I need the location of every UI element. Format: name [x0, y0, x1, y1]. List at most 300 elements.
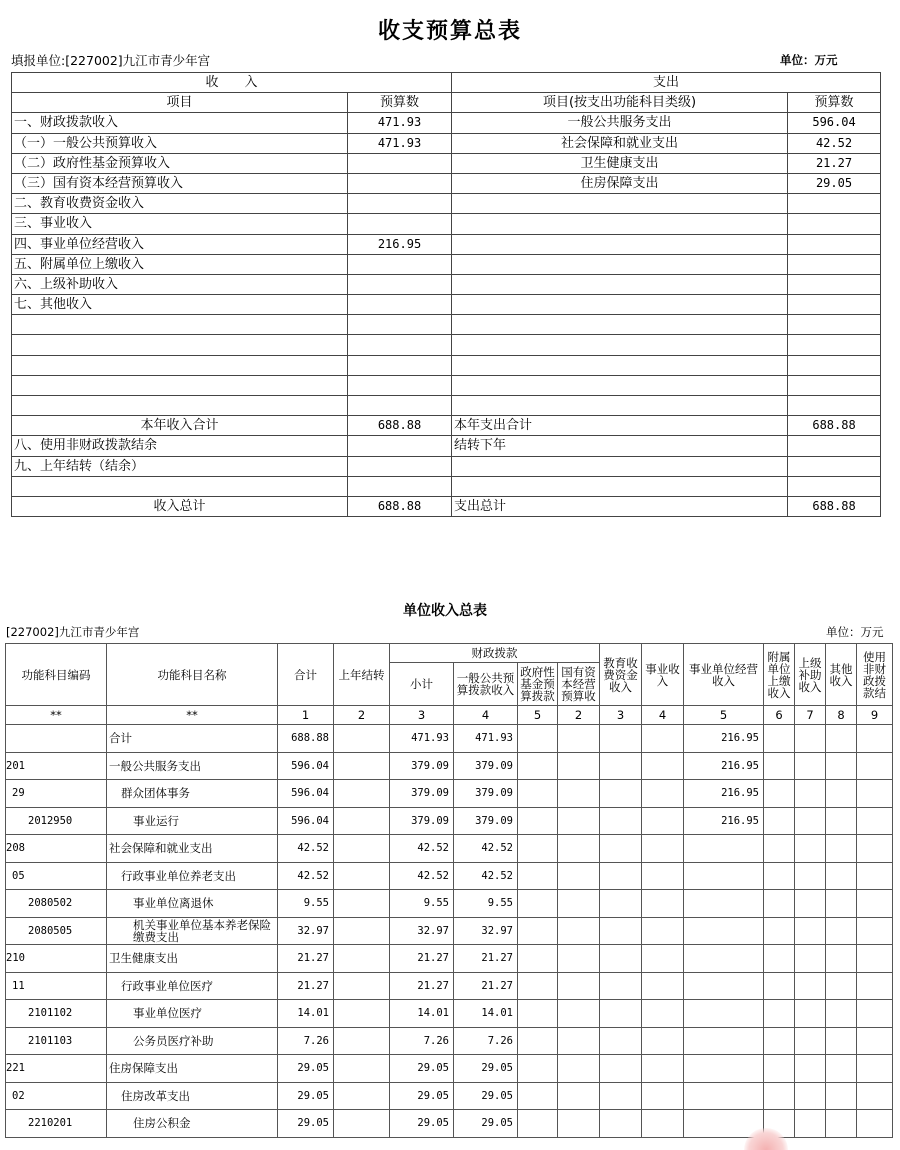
- subtotal-value: 29.05: [390, 1082, 454, 1110]
- superior-value: [795, 862, 826, 890]
- carryover-value: [334, 1055, 390, 1083]
- expense-value: [788, 436, 881, 456]
- income-item: 收入总计: [12, 496, 348, 516]
- gov-fund-value: [518, 1000, 558, 1028]
- operating-value: 216.95: [684, 752, 764, 780]
- subtotal-value: 21.27: [390, 945, 454, 973]
- function-code: 02: [6, 1082, 107, 1110]
- carryover-value: [334, 862, 390, 890]
- subtotal-value: 29.05: [390, 1055, 454, 1083]
- non-fiscal-value: [857, 862, 893, 890]
- expense-value: 21.27: [788, 153, 881, 173]
- affiliated-value: [764, 835, 795, 863]
- income-value: 688.88: [348, 416, 452, 436]
- expense-value: 688.88: [788, 496, 881, 516]
- non-fiscal-value: [857, 835, 893, 863]
- gov-fund-value: [518, 1110, 558, 1138]
- function-name: 卫生健康支出: [107, 945, 278, 973]
- summary-row: [12, 396, 881, 416]
- state-capital-value: [558, 862, 600, 890]
- operating-value: 216.95: [684, 725, 764, 753]
- summary-row: [12, 194, 881, 214]
- general-budget-value: 471.93: [454, 725, 518, 753]
- table-row: [6, 725, 893, 753]
- expense-value: 596.04: [788, 113, 881, 133]
- unit-income-currency: 单位：万元: [826, 625, 884, 639]
- summary-row: [12, 315, 881, 335]
- carryover-value: [334, 1082, 390, 1110]
- function-name: 合计: [107, 725, 278, 753]
- non-fiscal-value: [857, 972, 893, 1000]
- income-value: [348, 476, 452, 496]
- edu-fee-value: [600, 945, 642, 973]
- affiliated-value: [764, 807, 795, 835]
- subtotal-value: 42.52: [390, 835, 454, 863]
- index-cell: 4: [642, 706, 684, 725]
- operating-value: [684, 945, 764, 973]
- operating-value: [684, 1027, 764, 1055]
- gov-fund-value: [518, 862, 558, 890]
- table-row: [6, 862, 893, 890]
- income-value: 471.93: [348, 133, 452, 153]
- other-value: [826, 945, 857, 973]
- expense-item: [452, 234, 788, 254]
- hdr-name: 功能科目名称: [107, 644, 278, 706]
- summary-row: [12, 456, 881, 476]
- summary-row: [12, 355, 881, 375]
- affiliated-value: [764, 780, 795, 808]
- summary-row: [12, 234, 881, 254]
- index-cell: **: [6, 706, 107, 725]
- income-item: 一、财政拨款收入: [12, 113, 348, 133]
- income-item: 二、教育收费资金收入: [12, 194, 348, 214]
- summary-row: [12, 173, 881, 193]
- income-item: 六、上级补助收入: [12, 274, 348, 294]
- expense-value: [788, 355, 881, 375]
- function-code: 29: [6, 780, 107, 808]
- gov-fund-value: [518, 807, 558, 835]
- summary-row: [12, 416, 881, 436]
- function-name: 事业运行: [107, 807, 278, 835]
- table-row: [6, 835, 893, 863]
- col-budget: 预算数: [348, 93, 452, 113]
- edu-fee-value: [600, 807, 642, 835]
- state-capital-value: [558, 725, 600, 753]
- expense-value: [788, 295, 881, 315]
- index-cell: 3: [390, 706, 454, 725]
- gov-fund-value: [518, 1055, 558, 1083]
- affiliated-value: [764, 1000, 795, 1028]
- function-name: 住房保障支出: [107, 1055, 278, 1083]
- state-capital-value: [558, 780, 600, 808]
- non-fiscal-value: [857, 1027, 893, 1055]
- table-row: [6, 780, 893, 808]
- superior-value: [795, 807, 826, 835]
- expense-value: [788, 456, 881, 476]
- index-cell: 1: [278, 706, 334, 725]
- function-code: [6, 725, 107, 753]
- carryover-value: [334, 945, 390, 973]
- summary-title: 收支预算总表: [377, 18, 522, 44]
- income-value: 471.93: [348, 113, 452, 133]
- summary-row: [12, 476, 881, 496]
- budget-summary-table: [11, 72, 881, 517]
- total-value: 29.05: [278, 1082, 334, 1110]
- expense-item: [452, 295, 788, 315]
- income-header: 收 入: [12, 73, 452, 93]
- business-value: [642, 1000, 684, 1028]
- general-budget-value: 14.01: [454, 1000, 518, 1028]
- operating-value: [684, 972, 764, 1000]
- carryover-value: [334, 1027, 390, 1055]
- operating-value: [684, 862, 764, 890]
- income-value: [348, 315, 452, 335]
- other-value: [826, 780, 857, 808]
- income-item: （三）国有资本经营预算收入: [12, 173, 348, 193]
- expense-value: [788, 315, 881, 335]
- business-value: [642, 945, 684, 973]
- superior-value: [795, 917, 826, 945]
- carryover-value: [334, 780, 390, 808]
- business-value: [642, 862, 684, 890]
- table-row: [6, 1027, 893, 1055]
- income-item: （二）政府性基金预算收入: [12, 153, 348, 173]
- table-row: [6, 890, 893, 918]
- business-value: [642, 972, 684, 1000]
- other-value: [826, 1055, 857, 1083]
- non-fiscal-value: [857, 945, 893, 973]
- operating-value: [684, 1000, 764, 1028]
- expense-item: [452, 396, 788, 416]
- edu-fee-value: [600, 780, 642, 808]
- index-cell: 8: [826, 706, 857, 725]
- summary-row: [12, 214, 881, 234]
- non-fiscal-value: [857, 725, 893, 753]
- superior-value: [795, 1000, 826, 1028]
- expense-item: [452, 335, 788, 355]
- function-name: 行政事业单位医疗: [107, 972, 278, 1000]
- table-row: [6, 945, 893, 973]
- general-budget-value: 42.52: [454, 835, 518, 863]
- total-value: 9.55: [278, 890, 334, 918]
- income-value: 688.88: [348, 496, 452, 516]
- expense-item: [452, 355, 788, 375]
- income-item: 本年收入合计: [12, 416, 348, 436]
- gov-fund-value: [518, 725, 558, 753]
- total-value: 42.52: [278, 835, 334, 863]
- other-value: [826, 1110, 857, 1138]
- business-value: [642, 752, 684, 780]
- index-cell: 7: [795, 706, 826, 725]
- expense-value: [788, 214, 881, 234]
- total-value: 29.05: [278, 1110, 334, 1138]
- edu-fee-value: [600, 862, 642, 890]
- index-cell: 5: [684, 706, 764, 725]
- expense-item: [452, 375, 788, 395]
- state-capital-value: [558, 807, 600, 835]
- expense-item: [452, 194, 788, 214]
- total-value: 596.04: [278, 752, 334, 780]
- income-value: [348, 295, 452, 315]
- gov-fund-value: [518, 752, 558, 780]
- hdr-state-capital: 国有资本经营预算收: [558, 663, 600, 706]
- income-value: [348, 375, 452, 395]
- subtotal-value: 29.05: [390, 1110, 454, 1138]
- expense-value: 42.52: [788, 133, 881, 153]
- operating-value: 216.95: [684, 780, 764, 808]
- hdr-affiliated: 附属单位上缴收入: [764, 644, 795, 706]
- superior-value: [795, 972, 826, 1000]
- income-value: [348, 436, 452, 456]
- other-value: [826, 1027, 857, 1055]
- other-value: [826, 835, 857, 863]
- non-fiscal-value: [857, 752, 893, 780]
- table-row: [6, 1082, 893, 1110]
- subtotal-value: 7.26: [390, 1027, 454, 1055]
- edu-fee-value: [600, 1000, 642, 1028]
- non-fiscal-value: [857, 807, 893, 835]
- income-item: 三、事业收入: [12, 214, 348, 234]
- superior-value: [795, 1027, 826, 1055]
- other-value: [826, 890, 857, 918]
- total-value: 42.52: [278, 862, 334, 890]
- carryover-value: [334, 725, 390, 753]
- other-value: [826, 1082, 857, 1110]
- expense-value: [788, 476, 881, 496]
- table-row: [6, 1000, 893, 1028]
- function-name: 事业单位离退休: [107, 890, 278, 918]
- expense-item: 卫生健康支出: [452, 153, 788, 173]
- superior-value: [795, 725, 826, 753]
- expense-item: [452, 214, 788, 234]
- income-item: 四、事业单位经营收入: [12, 234, 348, 254]
- expense-item: [452, 274, 788, 294]
- currency-unit-label: 单位：万元: [780, 53, 838, 67]
- state-capital-value: [558, 917, 600, 945]
- gov-fund-value: [518, 1082, 558, 1110]
- operating-value: 216.95: [684, 807, 764, 835]
- unit-income-title: 单位收入总表: [403, 603, 487, 619]
- function-code: 210: [6, 945, 107, 973]
- total-value: 32.97: [278, 917, 334, 945]
- expense-item: 本年支出合计: [452, 416, 788, 436]
- income-value: [348, 153, 452, 173]
- function-code: 2101102: [6, 1000, 107, 1028]
- hdr-business: 事业收入: [642, 644, 684, 706]
- expense-value: [788, 194, 881, 214]
- edu-fee-value: [600, 752, 642, 780]
- gov-fund-value: [518, 780, 558, 808]
- income-value: [348, 274, 452, 294]
- hdr-edu-fee: 教育收费资金收入: [600, 644, 642, 706]
- non-fiscal-value: [857, 917, 893, 945]
- income-item: [12, 315, 348, 335]
- non-fiscal-value: [857, 1000, 893, 1028]
- edu-fee-value: [600, 1082, 642, 1110]
- hdr-fiscal: 财政拨款: [390, 644, 600, 663]
- function-name: 住房公积金: [107, 1110, 278, 1138]
- other-value: [826, 1000, 857, 1028]
- general-budget-value: 379.09: [454, 752, 518, 780]
- superior-value: [795, 890, 826, 918]
- general-budget-value: 29.05: [454, 1082, 518, 1110]
- income-value: [348, 335, 452, 355]
- col-item-expense: 项目(按支出功能科目类级): [452, 93, 788, 113]
- table-row: [6, 972, 893, 1000]
- col-item: 项目: [12, 93, 348, 113]
- operating-value: [684, 890, 764, 918]
- expense-value: 688.88: [788, 416, 881, 436]
- superior-value: [795, 945, 826, 973]
- index-row: [6, 706, 893, 725]
- general-budget-value: 32.97: [454, 917, 518, 945]
- superior-value: [795, 1110, 826, 1138]
- carryover-value: [334, 1110, 390, 1138]
- general-budget-value: 21.27: [454, 945, 518, 973]
- total-value: 29.05: [278, 1055, 334, 1083]
- reporting-unit-label: 填报单位:[227002]九江市青少年宫: [11, 53, 211, 68]
- gov-fund-value: [518, 890, 558, 918]
- general-budget-value: 7.26: [454, 1027, 518, 1055]
- carryover-value: [334, 835, 390, 863]
- expense-value: [788, 254, 881, 274]
- operating-value: [684, 835, 764, 863]
- general-budget-value: 42.52: [454, 862, 518, 890]
- hdr-operating: 事业单位经营收入: [684, 644, 764, 706]
- edu-fee-value: [600, 890, 642, 918]
- subtotal-value: 379.09: [390, 752, 454, 780]
- table-row: [6, 752, 893, 780]
- income-item: [12, 375, 348, 395]
- summary-row: [12, 496, 881, 516]
- function-code: 2210201: [6, 1110, 107, 1138]
- unit-income-table: [5, 643, 893, 1138]
- hdr-other: 其他收入: [826, 644, 857, 706]
- expense-item: 结转下年: [452, 436, 788, 456]
- operating-value: [684, 1082, 764, 1110]
- non-fiscal-value: [857, 780, 893, 808]
- operating-value: [684, 1055, 764, 1083]
- business-value: [642, 1055, 684, 1083]
- index-cell: 6: [764, 706, 795, 725]
- carryover-value: [334, 917, 390, 945]
- index-cell: **: [107, 706, 278, 725]
- business-value: [642, 1110, 684, 1138]
- state-capital-value: [558, 1082, 600, 1110]
- function-code: 2080502: [6, 890, 107, 918]
- other-value: [826, 862, 857, 890]
- expense-value: [788, 396, 881, 416]
- expense-item: [452, 456, 788, 476]
- gov-fund-value: [518, 835, 558, 863]
- table-row: [6, 807, 893, 835]
- operating-value: [684, 917, 764, 945]
- carryover-value: [334, 890, 390, 918]
- summary-row: [12, 254, 881, 274]
- other-value: [826, 972, 857, 1000]
- carryover-value: [334, 1000, 390, 1028]
- expense-value: [788, 234, 881, 254]
- affiliated-value: [764, 725, 795, 753]
- function-code: 05: [6, 862, 107, 890]
- general-budget-value: 21.27: [454, 972, 518, 1000]
- income-value: [348, 355, 452, 375]
- expense-item: 支出总计: [452, 496, 788, 516]
- hdr-superior: 上级补助收入: [795, 644, 826, 706]
- other-value: [826, 807, 857, 835]
- function-code: 2101103: [6, 1027, 107, 1055]
- income-item: 七、其他收入: [12, 295, 348, 315]
- index-cell: 2: [334, 706, 390, 725]
- affiliated-value: [764, 1027, 795, 1055]
- state-capital-value: [558, 752, 600, 780]
- other-value: [826, 725, 857, 753]
- income-value: [348, 254, 452, 274]
- index-cell: 9: [857, 706, 893, 725]
- hdr-gov-fund: 政府性基金预算拨款: [518, 663, 558, 706]
- superior-value: [795, 835, 826, 863]
- expense-item: 住房保障支出: [452, 173, 788, 193]
- business-value: [642, 890, 684, 918]
- carryover-value: [334, 752, 390, 780]
- subtotal-value: 9.55: [390, 890, 454, 918]
- state-capital-value: [558, 1110, 600, 1138]
- index-cell: 3: [600, 706, 642, 725]
- index-cell: 2: [558, 706, 600, 725]
- income-value: [348, 396, 452, 416]
- business-value: [642, 1027, 684, 1055]
- income-value: [348, 194, 452, 214]
- income-item: [12, 335, 348, 355]
- general-budget-value: 29.05: [454, 1055, 518, 1083]
- total-value: 7.26: [278, 1027, 334, 1055]
- function-name: 群众团体事务: [107, 780, 278, 808]
- superior-value: [795, 780, 826, 808]
- superior-value: [795, 1082, 826, 1110]
- business-value: [642, 780, 684, 808]
- income-value: 216.95: [348, 234, 452, 254]
- income-value: [348, 173, 452, 193]
- hdr-total: 合计: [278, 644, 334, 706]
- function-name: 公务员医疗补助: [107, 1027, 278, 1055]
- summary-row: [12, 113, 881, 133]
- state-capital-value: [558, 1027, 600, 1055]
- business-value: [642, 917, 684, 945]
- function-code: 2080505: [6, 917, 107, 945]
- subtotal-value: 14.01: [390, 1000, 454, 1028]
- hdr-carryover: 上年结转: [334, 644, 390, 706]
- summary-row: [12, 295, 881, 315]
- summary-row: [12, 436, 881, 456]
- affiliated-value: [764, 917, 795, 945]
- subtotal-value: 32.97: [390, 917, 454, 945]
- summary-row: [12, 153, 881, 173]
- income-value: [348, 214, 452, 234]
- income-item: （一）一般公共预算收入: [12, 133, 348, 153]
- table-row: [6, 917, 893, 945]
- edu-fee-value: [600, 1027, 642, 1055]
- state-capital-value: [558, 972, 600, 1000]
- function-code: 11: [6, 972, 107, 1000]
- hdr-code: 功能科目编码: [6, 644, 107, 706]
- unit-income-unit-label: [227002]九江市青少年宫: [6, 625, 140, 639]
- superior-value: [795, 1055, 826, 1083]
- expense-item: [452, 315, 788, 335]
- subtotal-value: 471.93: [390, 725, 454, 753]
- summary-row: [12, 133, 881, 153]
- total-value: 14.01: [278, 1000, 334, 1028]
- general-budget-value: 9.55: [454, 890, 518, 918]
